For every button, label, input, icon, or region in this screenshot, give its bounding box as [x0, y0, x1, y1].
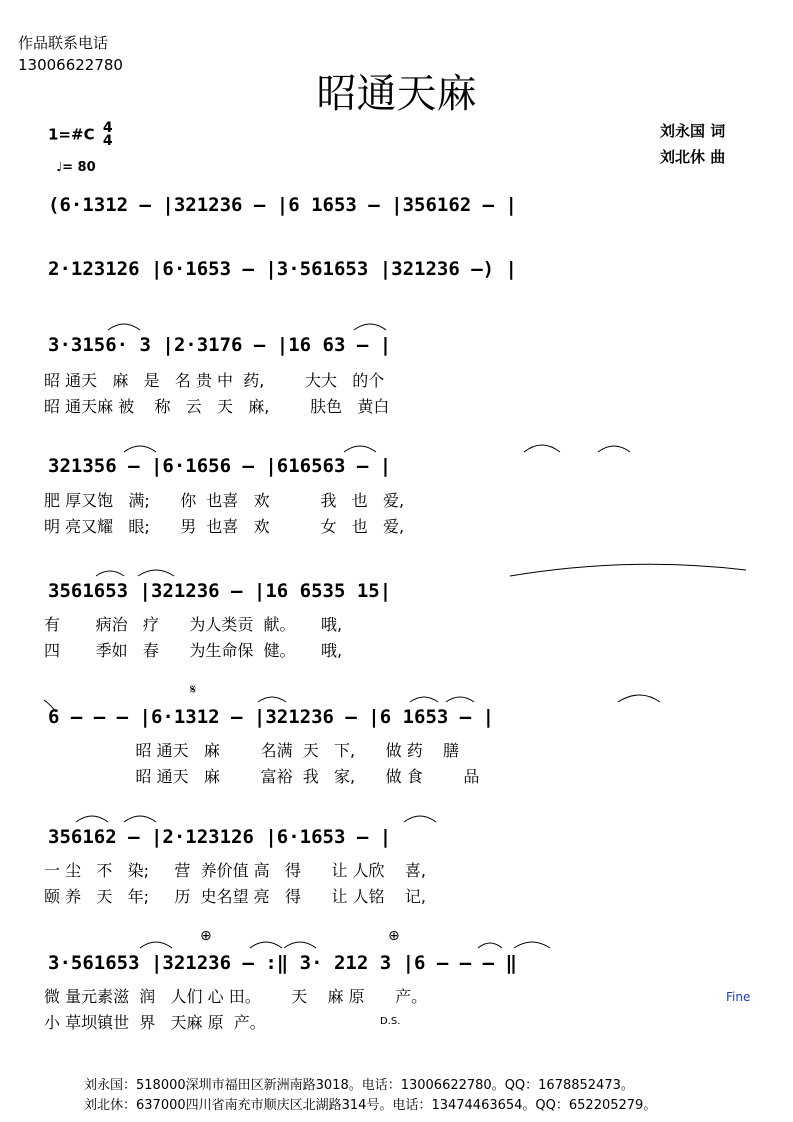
notation-system-1: (6·1312 – |321236 – |6 1653 – |356162 – |	[48, 194, 517, 216]
notation-system-6: 6 – – – |6·1312 – |321236 – |6 1653 – |	[48, 706, 495, 728]
footer-contact-2: 刘北休：637000四川省南充市顺庆区北湖路314号。电话：13474463654。QQ：652205279。	[84, 1098, 657, 1113]
notation-system-3: 3·3156· 3 |2·3176 – |16 63 – |	[48, 334, 392, 356]
time-top: 4	[102, 120, 113, 136]
lyric-line: 一 尘 不 染; 营 养价值 高 得 让 人欣 喜,	[44, 861, 426, 880]
slur	[250, 942, 282, 948]
slur	[138, 570, 174, 576]
lyric-line: 明 亮又耀 眼; 男 也喜 欢 女 也 爱,	[44, 517, 405, 536]
slur	[108, 324, 140, 330]
ds-mark: D.S.	[380, 1016, 401, 1027]
quarter-note-icon: ♩	[56, 160, 63, 175]
lyric-line: 微 量元素滋 润 人们 心 田。 天 麻 原 产。	[44, 987, 428, 1006]
notation-system-5: 3561653 |321236 – |16 6535 15|	[48, 580, 392, 602]
fine-mark: Fine	[726, 990, 751, 1004]
slur	[524, 445, 560, 452]
slur	[258, 697, 286, 702]
slur	[284, 942, 316, 948]
slur	[514, 942, 550, 948]
lyric-line: 小 草坝镇世 界 天麻 原 产。	[44, 1013, 266, 1032]
lyric-line: 昭 通天 麻 是 名 贵 中 药, 大大 的个	[44, 371, 385, 390]
notation-system-8: 3·561653 |321236 – :‖ 3· 212 3 |6 – – – ‖	[48, 952, 517, 974]
slur	[76, 816, 108, 822]
contact-label: 作品联系电话	[18, 34, 109, 52]
slur	[410, 697, 438, 702]
slur	[354, 324, 386, 330]
contact-phone: 13006622780	[18, 56, 123, 74]
slur	[404, 816, 436, 822]
slur	[96, 571, 124, 576]
slur	[478, 943, 502, 948]
slur	[124, 816, 156, 822]
slur	[44, 700, 56, 712]
composer-credit: 刘北休 曲	[660, 148, 726, 166]
lyric-line: 颐 养 天 年; 历 史名望 亮 得 让 人铭 记,	[44, 887, 426, 906]
lyric-line: 肥 厚又饱 满; 你 也喜 欢 我 也 爱,	[44, 491, 405, 510]
segno-mark: 𝄋	[190, 682, 197, 698]
lyricist-credit: 刘永国 词	[660, 122, 726, 140]
slur	[618, 695, 660, 702]
coda-mark-2: ⊕	[388, 928, 400, 944]
slur	[446, 697, 474, 702]
slur	[124, 446, 156, 452]
key-text: 1=#C	[48, 125, 95, 144]
lyric-line: 昭 通天 麻 富裕 我 家, 做 食 品	[44, 767, 480, 786]
slur	[344, 446, 376, 452]
notation-system-7: 356162 – |2·123126 |6·1653 – |	[48, 826, 392, 848]
notation-system-4: 321356 – |6·1656 – |616563 – |	[48, 455, 392, 477]
lyric-line: 四 季如 春 为生命保 健。 哦,	[44, 641, 343, 660]
lyric-line: 昭 通天 麻 名满 天 下, 做 药 膳	[44, 741, 460, 760]
time-bottom: 4	[102, 133, 113, 149]
footer-contact-1: 刘永国：518000深圳市福田区新洲南路3018。电话：13006622780。QQ：1678852473。	[84, 1078, 634, 1093]
lyric-line: 有 病治 疗 为人类贡 献。 哦,	[44, 615, 343, 634]
lyric-line: 昭 通天麻 被 称 云 天 麻, 肤色 黄白	[44, 397, 390, 416]
slur	[598, 446, 630, 452]
slur	[140, 942, 172, 948]
notation-system-2: 2·123126 |6·1653 – |3·561653 |321236 –) |	[48, 258, 517, 280]
slur	[510, 564, 746, 576]
tempo-value: = 80	[62, 160, 96, 175]
coda-mark: ⊕	[200, 928, 212, 944]
song-title: 昭通天麻	[316, 71, 477, 117]
